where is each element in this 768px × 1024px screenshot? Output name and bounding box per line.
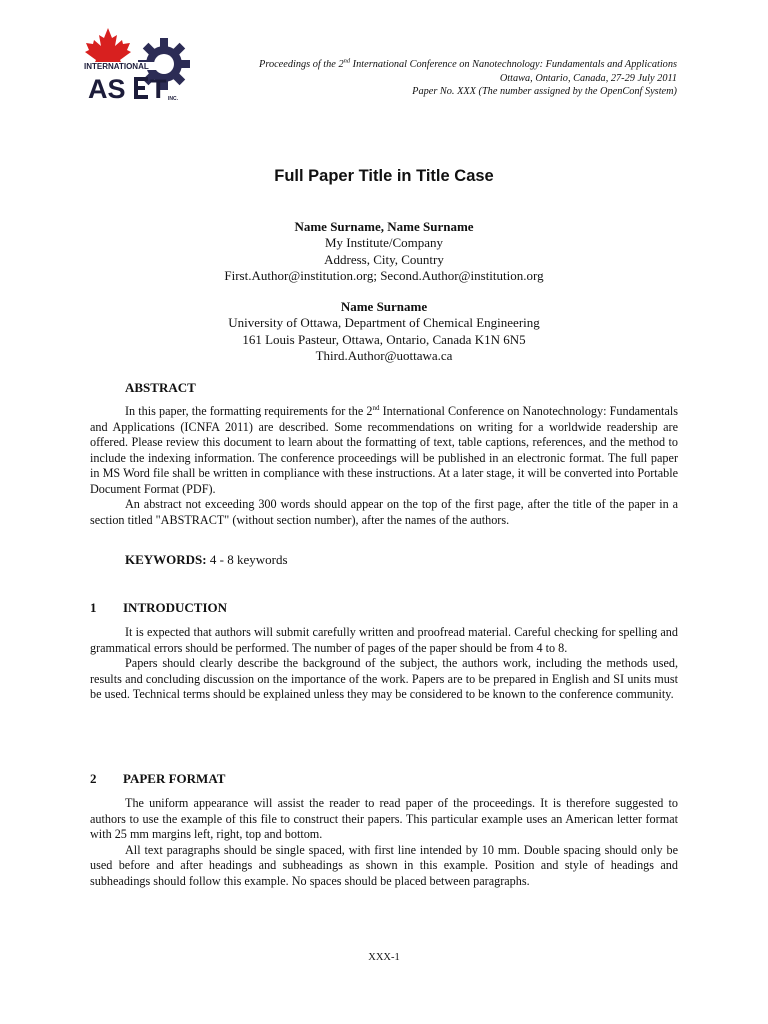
author-affiliation: University of Ottawa, Department of Chemical Engineering: [228, 315, 540, 331]
header-line-proceedings: Proceedings of the 2nd International Conference on Nanotechnology: Fundamentals and Applications: [259, 57, 677, 70]
logo-t-text: T: [150, 74, 167, 104]
maple-leaf-gear-logo-icon: [82, 24, 194, 108]
page-number-footer: XXX-1: [368, 952, 400, 963]
keywords-label: KEYWORDS:: [125, 552, 207, 567]
logo-international-text: INTERNATIONAL: [84, 62, 149, 71]
paper-format-paragraph-2: All text paragraphs should be single spaced, with first line intended by 10 mm. Double spacing should only be used before and after headings and subheadings as shown in this example. Position and style of headings and subheadings should follow this example. No spaces should be placed between paragraphs.: [90, 842, 678, 888]
section-number: 2: [90, 771, 97, 786]
introduction-paragraph-2: Papers should clearly describe the background of the subject, the authors work, including the methods used, results and concluding discussion on the importance of the work. Papers are to be prepared in English and SI units must be used. Technical terms should be explained unless they may be considered to be known to the conference community.: [90, 656, 678, 701]
introduction-paragraph-1: It is expected that authors will submit carefully written and proofread material. Careful checking for spelling and grammatical errors should be performed. The number of pages of the paper should be from 4 to 8.: [90, 625, 678, 655]
author-address: 161 Louis Pasteur, Ottawa, Ontario, Canada K1N 6N5: [242, 331, 526, 347]
header-line-paper-number: Paper No. XXX (The number assigned by the OpenConf System): [412, 86, 677, 97]
abstract-paragraph-1: In this paper, the formatting requirements for the 2nd International Conference on Nanotechnology: Fundamentals and Applications (ICNFA 2011) are described. Some recommendations on writing for a worldwide readership are offered. Please review this document to learn about the formatting of text, table captions, references, and the method to include the indexing information. The conference proceedings will be published in an electronic format. The full paper in MS Word file shall be written in compliance with these instructions. At a later stage, it will be converted into Portable Document Format (PDF).: [90, 403, 678, 496]
author-block-2: [90, 299, 678, 364]
author-address: Address, City, Country: [324, 251, 444, 267]
logo-inc-text: INC.: [168, 96, 178, 102]
paper-format-body: [90, 796, 678, 889]
paper-format-paragraph-1: The uniform appearance will assist the reader to read paper of the proceedings. It is therefore suggested to authors to use the example of this file to construct their papers. This particular example uses an American letter format with 25 mm margins left, right, top and bottom.: [90, 796, 678, 841]
logo-e-mark-icon: [134, 77, 148, 99]
section-number: 1: [90, 600, 97, 615]
author-names: Name Surname, Name Surname: [294, 219, 474, 234]
conference-logo: [82, 24, 194, 108]
abstract-paragraph-2: An abstract not exceeding 300 words should appear on the top of the first page, after the title of the paper in a section titled "ABSTRACT" (without section number), after the names of the authors.: [90, 497, 678, 527]
author-names: Name Surname: [340, 299, 428, 314]
keywords-value: 4 - 8 keywords: [206, 552, 288, 567]
section-title: INTRODUCTION: [123, 600, 228, 615]
proceedings-header: [210, 58, 677, 99]
section-heading-introduction: [90, 600, 227, 616]
logo-asme-text: AS: [88, 74, 126, 104]
introduction-body: [90, 625, 678, 703]
author-email: Third.Author@uottawa.ca: [315, 347, 453, 363]
abstract-heading: ABSTRACT: [125, 380, 196, 395]
author-email: First.Author@institution.org; Second.Author@institution.org: [224, 267, 544, 283]
author-block-1: [90, 219, 678, 284]
section-heading-paper-format: [90, 771, 225, 787]
author-affiliation: My Institute/Company: [324, 235, 444, 251]
keywords-line: [125, 552, 288, 568]
abstract-body: [90, 404, 678, 528]
paper-title: Full Paper Title in Title Case: [274, 167, 494, 185]
section-title: PAPER FORMAT: [123, 771, 226, 786]
header-line-location: Ottawa, Ontario, Canada, 27-29 July 2011: [499, 72, 677, 84]
